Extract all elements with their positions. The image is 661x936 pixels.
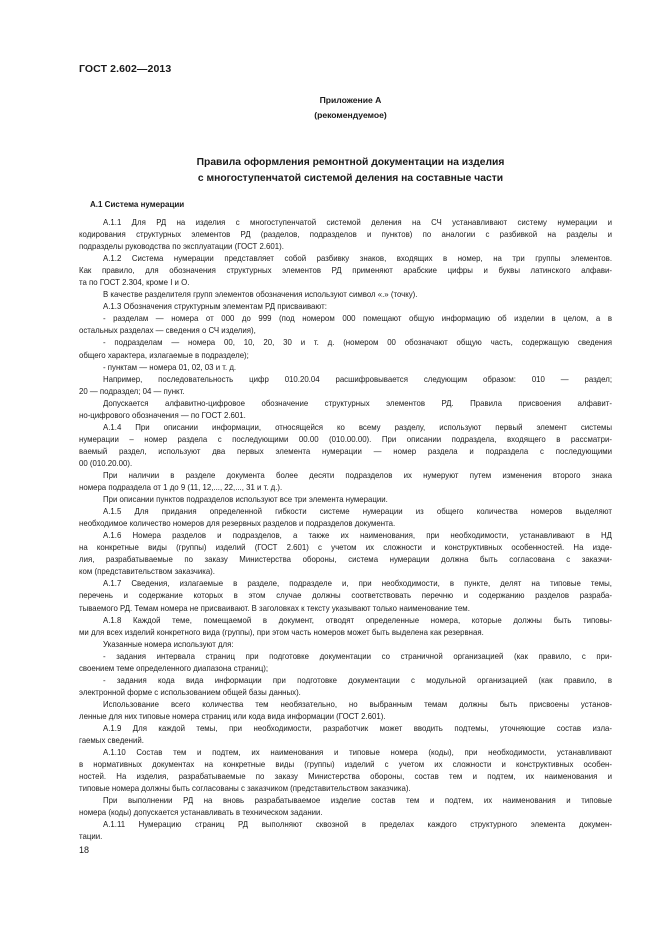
text-line: А.1.2 Система нумерации представляет собой разбивку знаков, входящих в номер, на три группы элементов. [103,254,612,264]
text-line: общего характера, излагаемые в подразделе); [79,350,249,360]
text-line: тации. [79,832,103,842]
body-text [79,217,612,843]
text-line: гаемых сведений. [79,736,144,746]
text-line: Например, последовательность цифр 010.20.04 расшифровывается следующим образом: 010 — раздел; [103,374,612,384]
text-line: А.1.9 Для каждой темы, при необходимости, разработчик может вводить подтемы, уточняющие состав изла- [103,723,612,733]
text-line: ностей. На изделия, разрабатываемые по заказу Министерства обороны, состав тем и подтем, их наименования и [79,772,612,782]
text-line: ваемый раздел, используют два первых элемента нумерации — номер раздела и подраздела с последующими [79,446,612,456]
text-line: 00 (010.20.00). [79,458,133,468]
text-line: та по ГОСТ 2.304, кроме I и O. [79,278,190,288]
text-line: типовые номера должны быть согласованы с заказчиком (представительством заказчика). [79,784,411,794]
text-line: При выполнении РД на вновь разрабатываемое изделие состав тем и подтем, их наименования и типовые [103,796,612,806]
text-line: электронной форме с использованием общей базы данных). [79,687,301,697]
text-line: А.1.5 Для придания определенной гибкости системе нумерации из общего количества номеров выделяют [103,507,612,517]
text-line: Использование всего количества тем необязательно, но выбранным темам должны быть присвоены установ- [103,699,612,709]
appendix-status: (рекомендуемое) [314,110,387,120]
text-line: тываемого РД. Темам номера не присваивают. В заголовках к тексту указывают только наименование тем. [79,603,470,613]
text-line: ленные для них типовые номера страниц или кода вида информации (ГОСТ 2.601). [79,711,386,721]
text-line: - задания интервала страниц при подготовке документации со страничной организацией (как правило, с при- [103,651,612,661]
text-line: А.1.10 Состав тем и подтем, их наименования и типовые номера (коды), при необходимости, устанавливают [103,748,612,758]
text-line: своением теме определенного диапазона страниц); [79,663,269,673]
text-line: но-цифрового обозначения — по ГОСТ 2.601. [79,410,246,420]
text-line: А.1.3 Обозначения структурным элементам РД присваивают: [103,302,327,312]
text-line: Указанные номера используют для: [103,639,234,649]
text-line: ком (представительством заказчика). [79,567,215,577]
text-line: ми для всех изделий конкретного вида (группы), при этом часть номеров может быть выделена как резервная. [79,627,484,637]
text-line: - разделам — номера от 000 до 999 (под номером 000 помещают общую информацию об изделии в целом, а в [103,314,612,324]
text-line: подразделы руководства по эксплуатации (ГОСТ 2.601). [79,242,284,252]
text-line: А.1.11 Нумерацию страниц РД выполняют сквозной в пределах каждого структурного элемента докумен- [103,820,612,830]
text-line: номера подраздела от 1 до 9 (11, 12,..., 22,..., 31 и т. д.). [79,483,283,493]
text-line: - пунктам — номера 01, 02, 03 и т. д. [103,362,237,372]
text-line: - задания кода вида информации при подготовке документации с модульной организацией (как правило, в [103,675,612,685]
text-line: - подразделам — номера 00, 10, 20, 30 и т. д. (номером 00 обозначают общую часть, содержащую сведения [103,338,612,348]
standard-header: ГОСТ 2.602—2013 [79,63,172,75]
text-line: А.1.6 Номера разделов и подразделов, а также их наименования, при необходимости, устанавливают в НД [103,531,612,541]
text-line: А.1.4 При описании информации, относящейся ко всему разделу, используют первый элемент системы [103,422,612,432]
text-line: При описании пунктов подразделов используют все три элемента нумерации. [103,495,388,505]
text-line: В качестве разделителя групп элементов обозначения используют символ «.» (точку). [103,290,418,300]
text-line: А.1.1 Для РД на изделия с многоступенчатой системой деления на СЧ устанавливают систему нумерации и [103,218,612,227]
text-line: номера (коды) допускается устанавливать в техническом задании. [79,808,323,818]
page-number: 18 [79,845,90,855]
appendix-label: Приложение А [319,95,382,105]
appendix-title-line-1: Правила оформления ремонтной документации на изделия [196,157,505,168]
text-line: Как правило, для обозначения структурных элементов РД применяют арабские цифры и буквы латинского алфави- [79,266,612,276]
section-heading: А.1 Система нумерации [90,200,185,209]
text-line: лия, разрабатываемые по заказу Министерства обороны, система нумерации должна быть согласована с заказчи- [79,555,612,565]
text-line: нумерации – номер раздела с последующими 00.00 (010.00.00). При описании подраздела, входящего в рассматри- [79,434,612,444]
text-line: При наличии в разделе документа более десяти подразделов их нумеруют путем изменения второго знака [103,470,612,480]
text-line: остальных разделах — сведения о СЧ изделия), [79,326,256,336]
text-line: А.1.8 Каждой теме, помещаемой в документ, отводят определенные номера, которые должны быть типовы- [103,615,612,625]
appendix-title-line-2: с многоступенчатой системой деления на составные части [197,173,504,184]
text-line: кодирования структурных элементов РД (разделов, подразделов и пунктов) по аналогии с разбивкой на разделы и [79,230,612,240]
text-line: 20 — подраздел; 04 — пункт. [79,386,185,396]
text-line: Допускается алфавитно-цифровое обозначение структурных элементов РД. Правила присвоения алфавит- [103,398,612,408]
text-line: необходимое количество номеров для резервных разделов и подразделов документа. [79,519,396,529]
text-line: в нормативных документах на конкретные виды (группы) изделий с учетом их сложности и конструктивных особен- [79,760,612,770]
text-line: А.1.7 Сведения, излагаемые в разделе, подразделе и, при необходимости, в пункте, делят на типовые темы, [103,579,612,589]
text-line: перечень и содержание которых в этом случае должны соответствовать перечню и содержанию разделов разраба- [79,591,612,601]
text-line: на конкретные виды (группы) изделий (ГОСТ 2.601) с учетом их сложности и конструктивных особенностей. На изде- [79,543,612,553]
